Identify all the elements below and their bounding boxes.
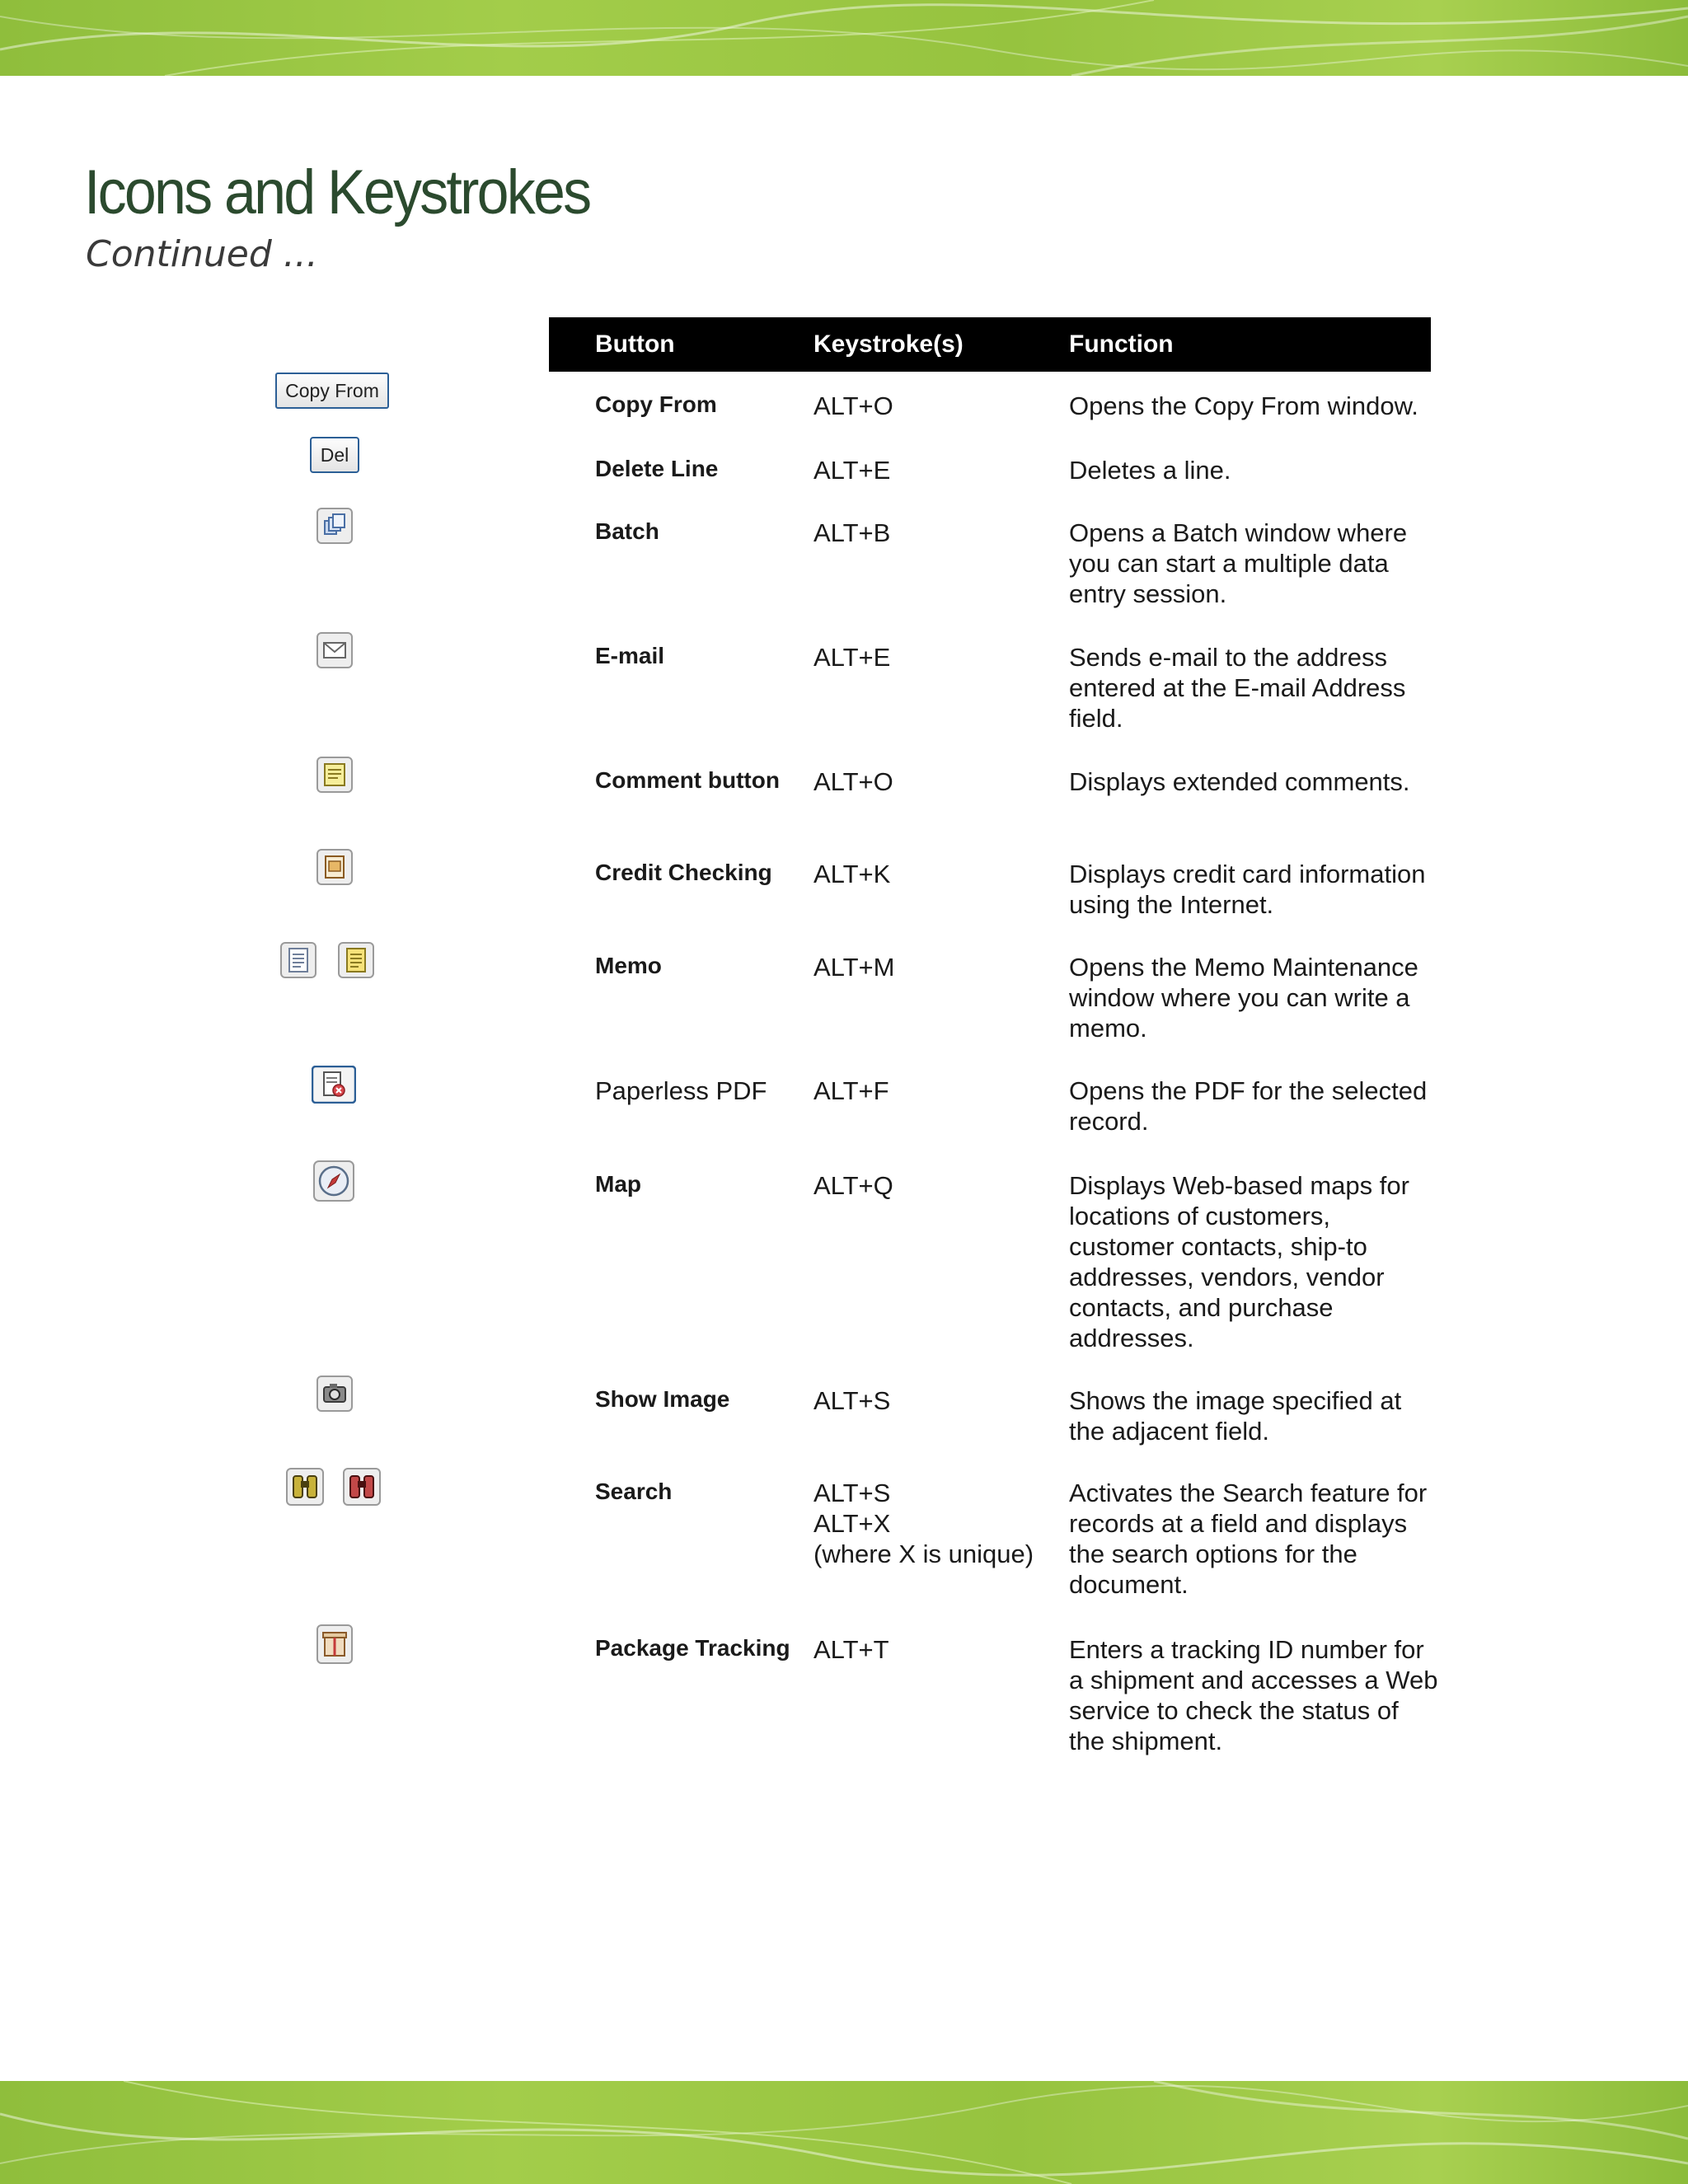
keystroke: ALT+K: [814, 860, 891, 888]
keystroke: ALT+O: [814, 391, 893, 420]
header-band: [0, 0, 1688, 76]
wave-decoration: [0, 0, 1688, 76]
comment-icon[interactable]: [316, 757, 353, 793]
button-name: Delete Line: [595, 456, 719, 481]
compass-icon[interactable]: [313, 1160, 354, 1202]
button-name: Search: [595, 1479, 673, 1504]
column-header-button: Button: [595, 330, 675, 358]
function-text: Enters a tracking ID number for a shipment and accesses a Web service to check the status of the shipment.: [1069, 1635, 1438, 1755]
package-icon[interactable]: [316, 1624, 353, 1664]
keystroke: ALT+O: [814, 767, 893, 796]
function-text: Opens the Copy From window.: [1069, 391, 1418, 420]
keystroke: ALT+E: [814, 643, 891, 672]
keystroke: ALT+Q: [814, 1171, 893, 1200]
batch-icon[interactable]: [316, 508, 353, 544]
function-text: Activates the Search feature for records at a field and displays the search options for the document.: [1069, 1479, 1428, 1599]
function-text: Displays Web-based maps for locations of customers, customer contacts, ship-to addresses, vendors, vendor contacts, and purchase addresses.: [1069, 1171, 1409, 1352]
table-header: [549, 317, 1431, 372]
binoculars-icon[interactable]: [286, 1468, 324, 1506]
button-name: Package Tracking: [595, 1635, 790, 1661]
copy-from-button[interactable]: Copy From: [275, 373, 389, 409]
footer-band: [0, 2081, 1688, 2184]
button-name: Show Image: [595, 1386, 730, 1412]
del-button[interactable]: Del: [310, 437, 359, 473]
column-header-keystrokes: Keystroke(s): [814, 330, 964, 358]
camera-icon[interactable]: [316, 1376, 353, 1412]
function-text: Opens a Batch window where you can start a multiple data entry session.: [1069, 518, 1408, 608]
credit-icon[interactable]: [316, 849, 353, 885]
button-name: Comment button: [595, 767, 780, 793]
button-name: E-mail: [595, 643, 665, 668]
keystroke: ALT+T: [814, 1635, 889, 1664]
button-name: Memo: [595, 953, 662, 978]
column-header-function: Function: [1069, 330, 1174, 358]
button-name: Map: [595, 1171, 641, 1197]
keystroke: ALT+S: [814, 1386, 891, 1415]
button-name: Copy From: [595, 391, 717, 417]
email-icon[interactable]: [316, 632, 353, 668]
function-text: Displays extended comments.: [1069, 767, 1410, 796]
memo-yellow-icon[interactable]: [338, 942, 374, 978]
keystroke: ALT+B: [814, 518, 891, 547]
function-text: Sends e-mail to the address entered at the E-mail Address field.: [1069, 643, 1406, 733]
keystroke: ALT+S ALT+X (where X is unique): [814, 1479, 1034, 1568]
page-title: Icons and Keystrokes: [84, 157, 590, 227]
button-name: Credit Checking: [595, 860, 772, 885]
keystroke: ALT+F: [814, 1076, 889, 1105]
function-text: Deletes a line.: [1069, 456, 1231, 485]
pdf-icon[interactable]: [312, 1066, 356, 1104]
wave-decoration: [0, 2081, 1688, 2184]
page-subtitle: Continued ...: [86, 233, 318, 275]
function-text: Displays credit card information using the Internet.: [1069, 860, 1426, 919]
button-name: Batch: [595, 518, 659, 544]
function-text: Opens the Memo Maintenance window where you can write a memo.: [1069, 953, 1418, 1043]
button-name: Paperless PDF: [595, 1076, 767, 1105]
binoculars-red-icon[interactable]: [343, 1468, 381, 1506]
function-text: Opens the PDF for the selected record.: [1069, 1076, 1428, 1136]
keystroke: ALT+E: [814, 456, 891, 485]
function-text: Shows the image specified at the adjacent field.: [1069, 1386, 1402, 1446]
keystroke: ALT+M: [814, 953, 895, 982]
memo-icon[interactable]: [280, 942, 316, 978]
